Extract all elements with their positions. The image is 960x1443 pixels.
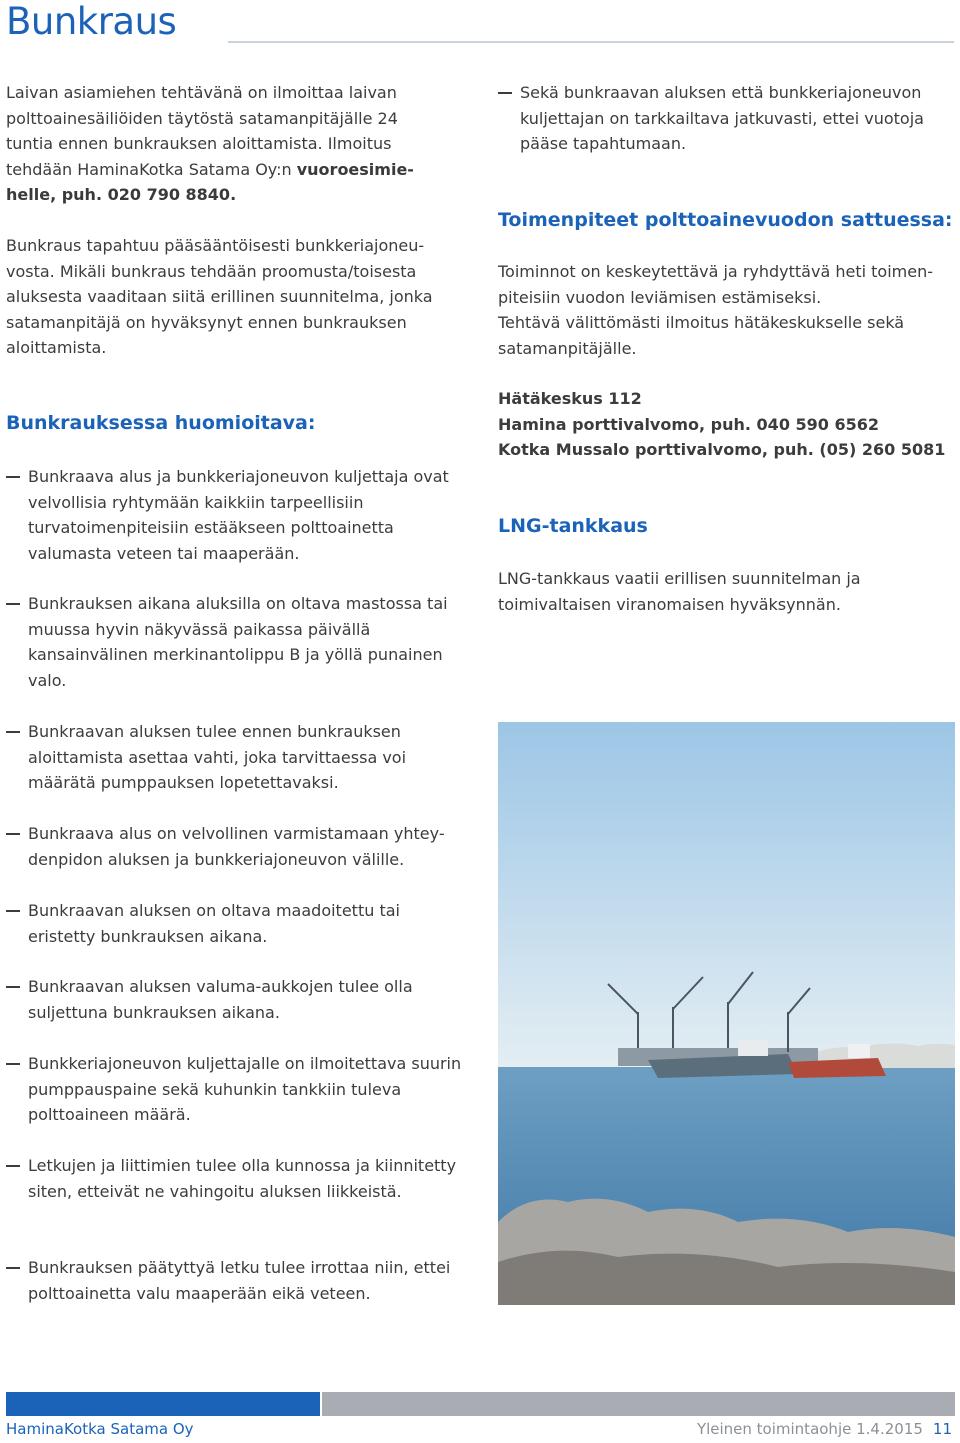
dash-icon: [6, 833, 20, 835]
intro-paragraph-1: Laivan asiamiehen tehtävänä on ilmoittaa laivan polttoainesäiliöiden täytöstä satamanpitäjälle 24 tuntia ennen bunkrauksen aloittamista. Ilmoitus tehdään HaminaKotka Satama Oy:n vuoroesimie-helle, puh. 020 790 8840.: [6, 83, 414, 205]
dash-icon: [6, 1063, 20, 1065]
harbour-photo: [498, 722, 955, 1305]
lng-text: LNG-tankkaus vaatii erillisen suunnitelman ja toimivaltaisen viranomaisen hyväksynnän.: [498, 569, 861, 614]
footer-doc-info: [697, 1420, 952, 1438]
footer-company: HaminaKotka Satama Oy: [6, 1420, 194, 1438]
page-title: Bunkraus: [6, 0, 177, 43]
toimenpiteet-text-2: Tehtävä välittömästi ilmoitus hätäkeskukselle sekä satamanpitäjälle.: [498, 313, 905, 358]
dash-icon: [6, 910, 20, 912]
dash-icon: [6, 1165, 20, 1167]
list-item: Bunkraavan aluksen tulee ennen bunkrauksen aloittamista asettaa vahti, joka tarvittaessa voi määrätä pumppauksen lopetettavaksi.: [6, 719, 466, 796]
harbour-photo-graphic: [498, 722, 955, 1305]
page-number: 11: [932, 1420, 952, 1438]
intro-paragraph-2: Bunkraus tapahtuu pääsääntöisesti bunkkeriajoneu-vosta. Mikäli bunkraus tehdään proomusta/toisesta aluksesta vaaditaan siitä erillinen suunnitelma, jonka satamanpitäjä on hyväksynyt ennen bunkrauksen aloittamista.: [6, 236, 433, 358]
footer-bar-grey: [322, 1392, 955, 1416]
list-item: Bunkrauksen aikana aluksilla on oltava mastossa tai muussa hyvin näkyvässä paikassa päivällä kansainvälinen merkinantolippu B ja yöllä punainen valo.: [6, 591, 466, 693]
dash-icon: [6, 731, 20, 733]
dash-icon: [6, 986, 20, 988]
list-item: Letkujen ja liittimien tulee olla kunnossa ja kiinnitetty siten, etteivät ne vahingoitu aluksen liikkeistä.: [6, 1153, 466, 1204]
list-item: Bunkrauksen päätyttyä letku tulee irrottaa niin, ettei polttoainetta valu maaperään eikä veteen.: [6, 1255, 466, 1306]
section-heading-lng: LNG-tankkaus: [498, 515, 648, 537]
list-item: Bunkraava alus on velvollinen varmistamaan yhtey-denpidon aluksen ja bunkkeriajoneuvon välille.: [6, 821, 466, 872]
list-item: Sekä bunkraavan aluksen että bunkkeriajoneuvon kuljettajan on tarkkailtava jatkuvasti, ettei vuotoja pääse tapahtumaan.: [498, 80, 956, 157]
contact-hamina: Hamina porttivalvomo, puh. 040 590 6562: [498, 415, 880, 434]
list-item: Bunkraavan aluksen on oltava maadoitettu tai eristetty bunkrauksen aikana.: [6, 898, 466, 949]
section-heading-toimenpiteet: Toimenpiteet polttoainevuodon sattuessa:: [498, 209, 953, 231]
toimenpiteet-text-1: Toiminnot on keskeytettävä ja ryhdyttävä heti toimen-piteisiin vuodon leviämisen estämiseksi.: [498, 262, 933, 307]
footer-bar-blue: [6, 1392, 320, 1416]
dash-icon: [6, 1267, 20, 1269]
list-item: Bunkraavan aluksen valuma-aukkojen tulee olla suljettuna bunkrauksen aikana.: [6, 974, 466, 1025]
contact-emergency: Hätäkeskus 112: [498, 389, 642, 408]
footer-doc-title: Yleinen toimintaohje 1.4.2015: [696, 1420, 923, 1438]
dash-icon: [6, 603, 20, 605]
title-divider: [228, 41, 954, 43]
contact-kotka: Kotka Mussalo porttivalvomo, puh. (05) 260 5081: [498, 440, 946, 459]
dash-icon: [6, 476, 20, 478]
section-heading-huomioitava: Bunkrauksessa huomioitava:: [6, 412, 316, 434]
list-item: Bunkkeriajoneuvon kuljettajalle on ilmoitettava suurin pumppauspaine sekä kuhunkin tankkiin tuleva polttoaineen määrä.: [6, 1051, 466, 1128]
dash-icon: [498, 92, 512, 94]
list-item: Bunkraava alus ja bunkkeriajoneuvon kuljettaja ovat velvollisia ryhtymään kaikkiin tarpeellisiin turvatoimenpiteisiin estääkseen polttoainetta valumasta veteen tai maaperään.: [6, 464, 466, 566]
